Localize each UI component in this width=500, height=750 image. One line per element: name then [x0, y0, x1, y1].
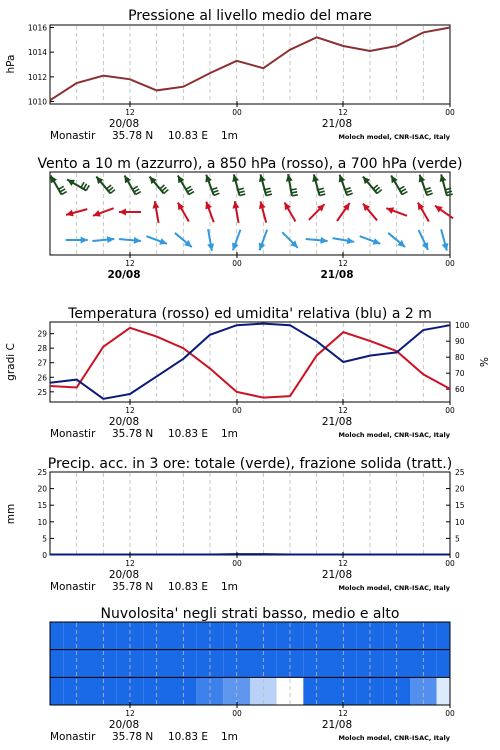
x-tick-label-2: 12 [338, 259, 348, 268]
wind-700-arrow-barb [375, 187, 380, 191]
wind-700-arrow-barb [377, 190, 382, 194]
wind-10m-arrow [259, 230, 267, 251]
wind-700-arrow-barb [164, 190, 169, 194]
wind-850-arrow [205, 202, 213, 223]
wind-700-arrow-barb [265, 188, 271, 190]
wind-10m-arrow-head [107, 236, 114, 243]
wind-700-arrow-barb [107, 185, 112, 189]
date-label-1: 21/08 [321, 416, 353, 428]
x-tick-label-1: 00 [232, 709, 242, 718]
wind-700-arrow [232, 174, 245, 195]
location-lat: 35.78 N [112, 581, 154, 593]
wind-700-arrow [286, 174, 298, 196]
cloud-cell-medio [50, 650, 63, 678]
y-tick-left-label-3: 15 [37, 501, 47, 511]
credit-label: Moloch model, CNR-ISAC, Italy [338, 431, 450, 439]
location-name: Monastir [50, 731, 96, 743]
y-tick-right-label-5: 25 [455, 468, 465, 477]
wind-700-arrow-barb [81, 182, 84, 187]
y-tick-right-label-3: 90 [455, 337, 465, 347]
wind-700-arrow-barb [447, 194, 453, 196]
wind-700-arrow-barb [291, 189, 297, 190]
wind-700-arrow [440, 174, 453, 195]
wind-700-arrow-barb [427, 193, 433, 195]
panel-frame-2 [50, 322, 450, 402]
y-tick-right-label-0: 0 [455, 551, 460, 560]
x-tick-label-2: 12 [338, 406, 348, 415]
wind-10m-arrow-head [81, 237, 88, 244]
wind-700-arrow [339, 175, 353, 196]
wind-700-arrow-barb [319, 191, 325, 193]
y-tick-left-label-4: 29 [37, 329, 47, 339]
wind-850-arrow-head [119, 209, 126, 216]
y-tick-left-label-1: 5 [42, 534, 47, 544]
x-tick-label-3: 00 [445, 559, 455, 568]
wind-700-arrow-barb [59, 186, 64, 189]
wind-700-arrow-barb [86, 185, 89, 190]
wind-700-arrow [67, 180, 89, 191]
wind-700-arrow-barb [108, 187, 113, 191]
x-tick-label-1: 00 [232, 406, 242, 415]
wind-700-arrow-barb [187, 189, 192, 192]
wind-700-arrow [391, 175, 407, 194]
humidity-ylabel: % [479, 357, 491, 367]
date-label-0: 20/08 [108, 719, 140, 731]
y-tick-label-2: 1014 [27, 48, 47, 58]
pressure-ylabel: hPa [5, 54, 17, 74]
wind-700-arrow-barb [426, 190, 432, 192]
wind-850-arrow [233, 201, 240, 223]
y-tick-left-label-1: 26 [37, 373, 47, 383]
location-elev: 1m [221, 130, 238, 142]
wind-700-arrow-barb [266, 194, 272, 196]
wind-700-arrow-barb [291, 192, 297, 193]
x-tick-label-1: 00 [232, 259, 242, 268]
wind-700-arrow-barb [240, 194, 246, 196]
wind-700-arrow [363, 177, 382, 194]
location-name: Monastir [50, 428, 96, 440]
y-tick-left-label-2: 27 [37, 358, 47, 368]
wind-700-arrow [419, 175, 433, 196]
cloud-cell-alto [437, 622, 450, 650]
wind-700-arrow-barb [425, 188, 431, 190]
x-tick-label-3: 00 [445, 259, 455, 268]
wind-10m-arrow-head [347, 237, 355, 244]
wind-10m-arrow-head [320, 237, 327, 244]
wind-700-arrow-head [286, 174, 293, 182]
location-name: Monastir [50, 130, 96, 142]
location-lat: 35.78 N [112, 130, 154, 142]
date-label-1: 21/08 [321, 569, 353, 581]
y-tick-right-label-1: 5 [455, 534, 460, 544]
wind-700-arrow-barb [186, 186, 191, 189]
date-label-0: 20/08 [108, 416, 140, 428]
humidity-line [50, 324, 450, 399]
y-tick-left-label-5: 25 [37, 468, 47, 477]
x-tick-label-1: 00 [232, 108, 242, 117]
date-label-0: 20/08 [108, 569, 140, 581]
location-lon: 10.83 E [168, 731, 209, 743]
wind-700-arrow-barb [292, 195, 298, 196]
cloud-cell-basso [437, 677, 450, 705]
location-lon: 10.83 E [168, 581, 209, 593]
wind-700-arrow-barb [213, 190, 219, 192]
wind-700-arrow-barb [265, 191, 271, 193]
y-tick-left-label-0: 25 [37, 387, 47, 397]
date-label-1: 21/08 [321, 719, 353, 731]
wind-700-arrow-barb [60, 189, 65, 192]
x-tick-label-3: 00 [445, 108, 455, 117]
pressure-line [50, 27, 450, 100]
credit-label: Moloch model, CNR-ISAC, Italy [338, 734, 450, 742]
wind-700-arrow [150, 177, 169, 194]
cloud-title: Nuvolosita' negli strati basso, medio e alto [100, 606, 400, 622]
panel-frame-1 [50, 172, 450, 255]
y-tick-label-1: 1012 [27, 72, 47, 82]
date-label-1: 21/08 [320, 269, 354, 281]
wind-850-arrow [153, 201, 160, 223]
x-tick-label-2: 12 [338, 709, 348, 718]
x-tick-label-0: 12 [125, 108, 135, 117]
precip-title: Precip. acc. in 3 ore: totale (verde), frazione solida (tratt.) [47, 456, 453, 472]
wind-700-arrow-barb [212, 188, 218, 190]
wind-700-arrow-barb [345, 188, 351, 190]
y-tick-left-label-2: 10 [37, 517, 47, 527]
location-lon: 10.83 E [168, 428, 209, 440]
wind-700-arrow-barb [136, 192, 141, 195]
x-tick-label-3: 00 [445, 406, 455, 415]
y-tick-left-label-4: 20 [37, 484, 47, 494]
cloud-cell-basso [50, 677, 63, 705]
wind-850-arrow [259, 201, 266, 222]
y-tick-left-label-0: 0 [42, 551, 47, 560]
credit-label: Moloch model, CNR-ISAC, Italy [338, 584, 450, 592]
wind-700-arrow-barb [320, 194, 326, 196]
y-tick-right-label-4: 20 [455, 484, 465, 494]
x-tick-label-0: 12 [125, 709, 135, 718]
temp-ylabel: gradi C [5, 343, 17, 381]
wind-700-arrow [312, 174, 325, 195]
panel-frame-3 [50, 472, 450, 555]
wind-850-arrow-head [233, 201, 240, 209]
wind-700-arrow-barb [373, 185, 378, 189]
wind-850-arrow-head [153, 201, 160, 209]
temp-title: Temperatura (rosso) ed umidita' relativa (blu) a 2 m [68, 306, 432, 322]
wind-700-arrow-barb [446, 191, 452, 193]
y-tick-right-label-0: 60 [455, 385, 465, 395]
location-elev: 1m [221, 428, 238, 440]
x-tick-label-0: 12 [125, 406, 135, 415]
wind-10m-arrow-head [207, 243, 214, 251]
y-tick-right-label-3: 15 [455, 501, 465, 511]
wind-700-arrow-barb [84, 184, 87, 189]
wind-700-arrow-barb [214, 193, 220, 195]
wind-700-arrow [51, 175, 67, 194]
location-lon: 10.83 E [168, 130, 209, 142]
y-tick-label-3: 1016 [27, 23, 47, 33]
x-tick-label-3: 00 [445, 709, 455, 718]
temperature-line [50, 328, 450, 398]
wind-title: Vento a 10 m (azzurro), a 850 hPa (rosso), a 700 hPa (verde) [37, 156, 463, 172]
x-tick-label-2: 12 [338, 108, 348, 117]
cloud-cell-medio [437, 650, 450, 678]
credit-label: Moloch model, CNR-ISAC, Italy [338, 133, 450, 141]
wind-700-arrow-barb [133, 186, 138, 189]
location-lat: 35.78 N [112, 428, 154, 440]
wind-700-arrow-barb [134, 189, 139, 192]
wind-700-arrow [205, 175, 219, 196]
wind-10m-arrow [232, 230, 240, 251]
x-tick-label-2: 12 [338, 559, 348, 568]
wind-700-arrow-barb [189, 192, 194, 195]
location-lat: 35.78 N [112, 731, 154, 743]
wind-700-arrow-barb [318, 188, 324, 190]
wind-10m-arrow [441, 229, 448, 250]
y-tick-left-label-3: 28 [37, 344, 47, 354]
wind-10m-arrow [207, 229, 214, 251]
wind-700-arrow-barb [162, 187, 167, 191]
y-tick-right-label-2: 10 [455, 517, 465, 527]
wind-700-arrow-barb [399, 186, 404, 189]
pressure-title: Pressione al livello medio del mare [128, 8, 372, 24]
x-tick-label-0: 12 [125, 559, 135, 568]
date-label-0: 20/08 [108, 118, 140, 130]
wind-700-arrow-barb [402, 192, 407, 195]
wind-700-arrow-barb [62, 192, 67, 195]
wind-700-arrow [125, 175, 141, 194]
x-tick-label-0: 12 [125, 259, 135, 268]
wind-700-arrow-barb [110, 190, 115, 194]
wind-10m-arrow-head [134, 237, 141, 244]
wind-700-arrow-barb [160, 185, 165, 189]
y-tick-label-0: 1010 [27, 97, 47, 107]
location-elev: 1m [221, 731, 238, 743]
location-name: Monastir [50, 581, 96, 593]
precip-ylabel: mm [5, 503, 17, 525]
wind-700-arrow-barb [347, 193, 353, 195]
wind-700-arrow-barb [238, 188, 244, 190]
wind-700-arrow [96, 177, 115, 194]
cloud-cell-alto [50, 622, 63, 650]
y-tick-right-label-1: 70 [455, 369, 465, 379]
date-label-0: 20/08 [107, 269, 141, 281]
wind-700-arrow-barb [346, 190, 352, 192]
y-tick-right-label-2: 80 [455, 353, 465, 363]
wind-700-arrow [259, 174, 272, 195]
location-elev: 1m [221, 581, 238, 593]
wind-700-arrow-barb [239, 191, 245, 193]
y-tick-right-label-4: 100 [455, 321, 470, 331]
wind-700-arrow-barb [401, 189, 406, 192]
wind-700-arrow [178, 175, 194, 194]
x-tick-label-1: 00 [232, 559, 242, 568]
date-label-1: 21/08 [321, 118, 353, 130]
